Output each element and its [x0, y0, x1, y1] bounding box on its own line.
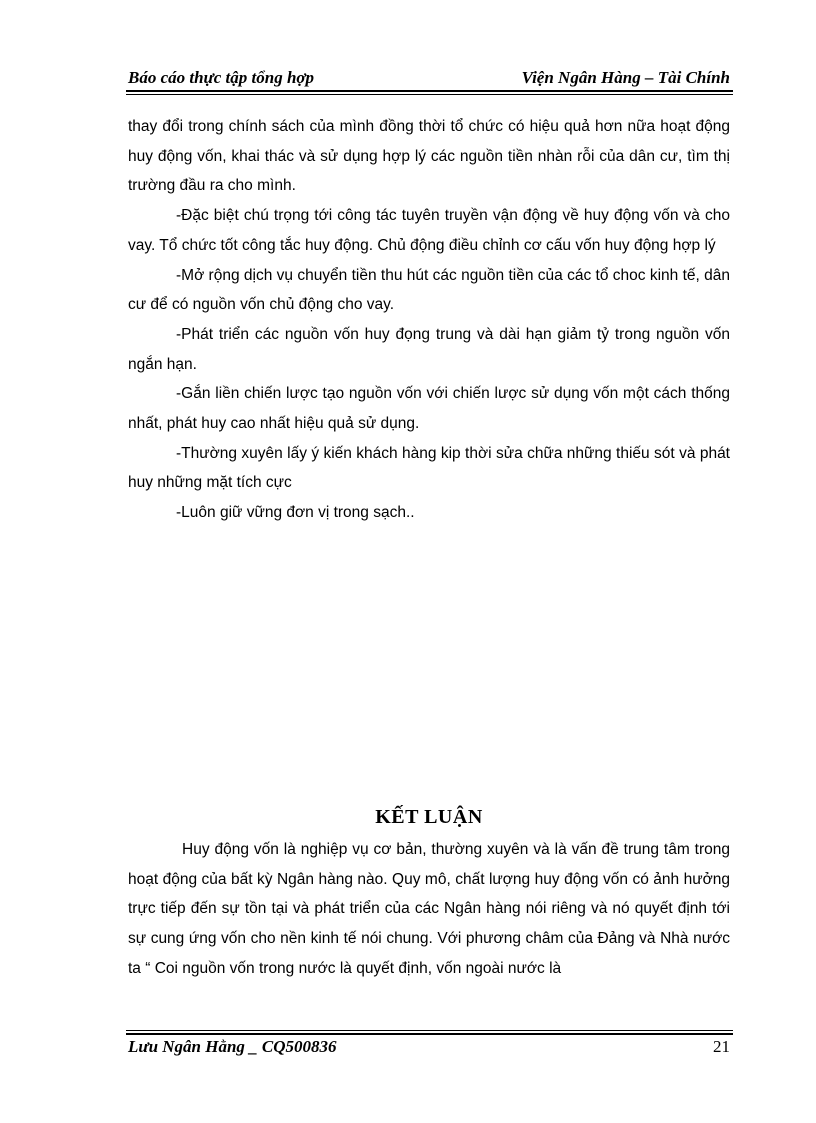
footer-rule-thick	[126, 1033, 733, 1035]
body-text	[128, 112, 730, 528]
page-header	[128, 68, 730, 90]
paragraph-bullet-4: -Gắn liền chiến lược tạo nguồn vốn với chiến lược sử dụng vốn một cách thống nhất, phát huy cao nhất hiệu quả sử dụng.	[128, 385, 730, 433]
header-rule-thick	[126, 90, 733, 92]
header-institute: Viện Ngân Hàng – Tài Chính	[521, 68, 730, 87]
header-report-title: Báo cáo thực tập tổng hợp	[128, 68, 315, 87]
conclusion-section	[128, 806, 730, 984]
page-footer	[128, 1037, 730, 1059]
paragraph-bullet-5: -Thường xuyên lấy ý kiến khách hàng kip thời sửa chữa những thiếu sót và phát huy những mặt tích cực	[128, 444, 730, 492]
paragraph-continuation: thay đổi trong chính sách của mình đồng thời tổ chức có hiệu quả hơn nữa hoạt động huy động vốn, khai thác và sử dụng hợp lý các nguồn tiền nhàn rỗi của dân cư, tìm thị trường đầu ra cho mình.	[128, 118, 730, 195]
page-number: 21	[713, 1037, 730, 1056]
paragraph-bullet-1: -Đặc biệt chú trọng tới công tác tuyên truyền vận động về huy động vốn và cho vay. Tổ chức tốt công tắc huy động. Chủ động điều chỉnh cơ cấu vốn huy động hợp lý	[128, 207, 730, 254]
footer-author: Lưu Ngân Hằng _ CQ500836	[128, 1037, 337, 1056]
footer-rule-thin	[126, 1030, 733, 1031]
header-rule-thin	[126, 94, 733, 95]
paragraph-bullet-2: -Mở rộng dịch vụ chuyển tiền thu hút các nguồn tiền của các tổ choc kinh tế, dân cư để có nguồn vốn chủ động cho vay.	[128, 266, 730, 314]
paragraph-bullet-3: -Phát triển các nguồn vốn huy đọng trung và dài hạn giảm tỷ trong nguồn vốn ngắn hạn.	[128, 325, 730, 373]
conclusion-heading: KẾT LUẬN	[375, 806, 483, 828]
paragraph-bullet-6: -Luôn giữ vững đơn vị trong sạch..	[176, 504, 415, 522]
conclusion-paragraph: Huy động vốn là nghiệp vụ cơ bản, thường xuyên và là vấn đề trung tâm trong hoạt động của bất kỳ Ngân hàng nào. Quy mô, chất lượng huy động vốn có ảnh hưởng trực tiếp đến sự tồn tại và phát triển của các Ngân hàng nói riêng và nó quyết định tới sự cung ứng vốn cho nền kinh tế nói chung. Với phương châm của Đảng và Nhà nước ta “ Coi nguồn vốn trong nước là quyết định, vốn ngoài nước là	[128, 841, 730, 977]
